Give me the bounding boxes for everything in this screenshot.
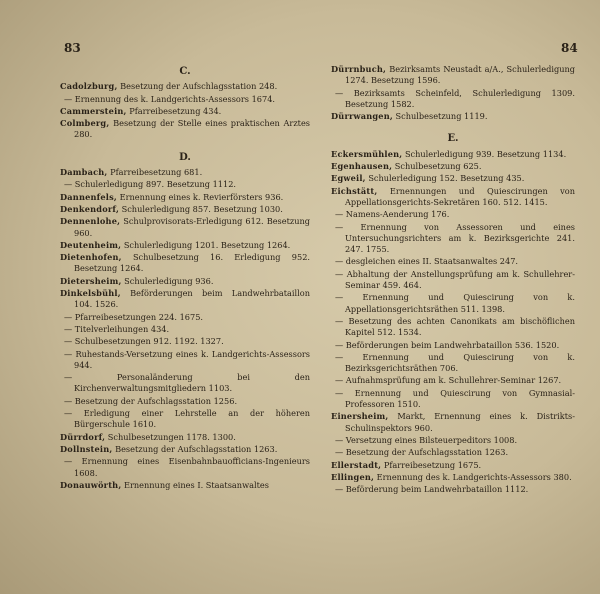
index-entry	[331, 460, 575, 471]
entry-text: — Pfarreibesetzungen 224. 1675.	[64, 311, 204, 322]
entry-text: — Besetzung der Aufschlagsstation 1263.	[335, 447, 509, 458]
entry-text: — Ernennung eines Eisenbahnbauofficians-Ingenieurs 1608.	[64, 456, 310, 478]
entry-text: Schulerledigung 857. Besetzung 1030.	[121, 203, 283, 214]
entry-headword: Eckersmühlen,	[331, 148, 403, 159]
entry-text: — Schulbesetzungen 912. 1192. 1327.	[64, 336, 224, 347]
index-entry	[60, 444, 310, 455]
entry-text: — Beförderung beim Landwehrbataillon 1112.	[335, 484, 529, 495]
entry-headword: Dietersheim,	[60, 275, 122, 286]
index-subentry	[60, 349, 310, 372]
entry-text: Ernennung des k. Landgerichts-Assessors 380.	[376, 471, 572, 482]
entry-text: — Beförderungen beim Landwehrbataillon 536. 1520.	[335, 339, 560, 350]
entry-text: Schulprovisorats-Erledigung 612. Besetzung 960.	[74, 216, 310, 238]
index-subentry	[331, 88, 575, 111]
index-subentry	[60, 179, 310, 190]
entry-text: Schulbesetzung 625.	[394, 161, 482, 172]
index-entry	[331, 149, 575, 160]
section-letter: E.	[447, 133, 459, 145]
index-subentry	[331, 256, 575, 267]
left-index-column	[60, 64, 310, 492]
index-entry	[60, 204, 310, 215]
entry-text: Schulbesetzungen 1178. 1300.	[107, 431, 236, 442]
index-subentry	[60, 94, 310, 105]
entry-headword: Dinkelsbühl,	[60, 288, 121, 299]
entry-text: Beförderungen beim Landwehrbataillon 104. 1526.	[74, 288, 310, 310]
page-number-right: 84	[561, 41, 578, 55]
entry-text: — Versetzung eines Bilsteuerpeditors 1008.	[335, 434, 518, 445]
entry-text: — Personaländerung bei den Kirchenverwaltungsmitgliedern 1103.	[64, 372, 310, 394]
index-subentry	[331, 340, 575, 351]
entry-text: — Ernennung und Quiescirung von k. Appellationsgerichtsräthen 511. 1398.	[335, 292, 575, 314]
entry-headword: Deutenheim,	[60, 239, 122, 250]
entry-text: Schulerledigung 1201. Besetzung 1264.	[123, 239, 291, 250]
index-entry	[60, 240, 310, 251]
page-number-left: 83	[64, 41, 81, 55]
entry-text: Ernennungen und Quiescirungen von Appellationsgerichts-Sekretären 160. 512. 1415.	[345, 185, 575, 207]
index-entry	[331, 64, 575, 87]
section-letter: C.	[179, 66, 191, 77]
entry-headword: Cadolzburg,	[60, 81, 118, 92]
entry-text: — Ernennung und Quiescirung von Gymnasial-Professoren 1510.	[335, 387, 575, 410]
index-subentry	[60, 336, 310, 347]
index-subentry	[331, 269, 575, 292]
entry-text: Schulerledigung 939. Besetzung 1134.	[404, 148, 567, 159]
index-entry	[331, 472, 575, 483]
entry-text: — desgleichen eines II. Staatsanwaltes 247.	[335, 256, 519, 267]
entry-text: Pfarreibesetzung 1675.	[383, 459, 482, 470]
entry-text: — Erledigung einer Lehrstelle an der höheren Bürgerschule 1610.	[64, 408, 310, 430]
entry-text: — Bezirksamts Scheinfeld, Schulerledigung 1309. Besetzung 1582.	[335, 87, 575, 109]
entry-text: Pfarreibesetzung 681.	[110, 167, 203, 178]
index-subentry	[60, 396, 310, 407]
entry-text: Markt, Ernennung eines k. Distrikts-Schulinspektors 960.	[345, 411, 575, 433]
entry-headword: Dürrnbuch,	[331, 64, 387, 74]
entry-headword: Cammerstein,	[60, 105, 127, 116]
index-entry	[60, 480, 310, 491]
index-entry	[331, 111, 575, 122]
entry-headword: Colmberg,	[60, 118, 110, 129]
index-subentry	[331, 388, 575, 411]
index-entry	[60, 252, 310, 275]
right-index-column	[331, 64, 575, 496]
index-subentry	[331, 316, 575, 339]
entry-text: Besetzung der Aufschlagsstation 248.	[120, 81, 278, 92]
index-subentry	[60, 408, 310, 431]
index-subentry	[60, 372, 310, 395]
entry-text: Schulerledigung 152. Besetzung 435.	[368, 173, 525, 184]
entry-text: — Ernennung von Assessoren und eines Untersuchungsrichters am k. Bezirksgerichte 241. 247. 1755.	[335, 221, 575, 255]
entry-text: — Aufnahmsprüfung am k. Schullehrer-Seminar 1267.	[335, 375, 562, 386]
index-subentry	[331, 292, 575, 315]
entry-headword: Einersheim,	[331, 411, 389, 422]
entry-headword: Dambach,	[60, 167, 108, 178]
index-entry	[331, 411, 575, 434]
entry-headword: Dürrwangen,	[331, 111, 393, 122]
index-entry	[60, 276, 310, 287]
index-entry	[60, 216, 310, 239]
index-subentry	[60, 324, 310, 335]
index-subentry	[60, 312, 310, 323]
entry-text: Besetzung der Aufschlagsstation 1263.	[115, 443, 278, 454]
entry-text: Ernennung eines k. Revierförsters 936.	[119, 191, 284, 202]
index-subentry	[331, 352, 575, 375]
entry-headword: Egenhausen,	[331, 161, 393, 172]
entry-text: — Ruhestands-Versetzung eines k. Landgerichts-Assessors 944.	[64, 348, 310, 370]
entry-text: — Namens-Aenderung 176.	[335, 209, 450, 220]
entry-headword: Dürrdorf,	[60, 431, 106, 442]
entry-text: — Ernennung des k. Landgerichts-Assessors 1674.	[64, 93, 276, 104]
index-subentry	[331, 222, 575, 256]
index-entry	[60, 106, 310, 117]
entry-headword: Ellerstadt,	[331, 459, 382, 470]
index-subentry	[331, 209, 575, 220]
entry-headword: Egweil,	[331, 173, 366, 184]
entry-text: Schulbesetzung 16. Erledigung 952. Besetzung 1264.	[74, 252, 311, 274]
section-letter: D.	[179, 151, 191, 163]
entry-text: Pfarreibesetzung 434.	[129, 105, 222, 116]
index-subentry	[331, 435, 575, 446]
index-subentry	[331, 484, 575, 495]
index-entry	[60, 118, 310, 141]
index-entry	[60, 81, 310, 92]
entry-text: Schulbesetzung 1119.	[395, 111, 488, 122]
entry-headword: Ellingen,	[331, 471, 375, 482]
entry-text: Ernennung eines I. Staatsanwaltes	[124, 479, 269, 490]
entry-headword: Denkendorf,	[60, 203, 119, 214]
entry-text: — Ernennung und Quiescirung von k. Bezirksgerichtsräthen 706.	[335, 351, 575, 374]
entry-headword: Dennenlohe,	[60, 216, 121, 227]
entry-text: — Besetzung der Aufschlagsstation 1256.	[64, 395, 238, 406]
index-entry	[60, 192, 310, 203]
entry-text: — Titelverleihungen 434.	[64, 323, 170, 334]
index-subentry	[60, 456, 310, 479]
index-entry	[60, 432, 310, 443]
entry-text: Schulerledigung 936.	[124, 275, 214, 286]
index-entry	[331, 186, 575, 209]
entry-headword: Dollnstein,	[60, 443, 113, 454]
entry-text: — Besetzung des achten Canonikats am bischöflichen Kapitel 512. 1534.	[335, 315, 575, 338]
index-entry	[60, 167, 310, 178]
index-entry	[331, 161, 575, 172]
entry-headword: Eichstätt,	[331, 185, 378, 196]
entry-text: — Schulerledigung 897. Besetzung 1112.	[64, 179, 237, 190]
entry-text: — Abhaltung der Anstellungsprüfung am k. Schullehrer-Seminar 459. 464.	[335, 268, 575, 291]
index-subentry	[331, 375, 575, 386]
index-entry	[60, 288, 310, 311]
entry-text: Bezirksamts Neustadt a/A., Schulerledigung 1274. Besetzung 1596.	[345, 64, 576, 86]
entry-headword: Donauwörth,	[60, 479, 122, 490]
entry-headword: Dietenhofen,	[60, 252, 122, 263]
entry-text: Besetzung der Stelle eines praktischen Arztes 280.	[74, 118, 310, 140]
entry-headword: Dannenfels,	[60, 191, 117, 202]
index-subentry	[331, 447, 575, 458]
index-entry	[331, 173, 575, 184]
